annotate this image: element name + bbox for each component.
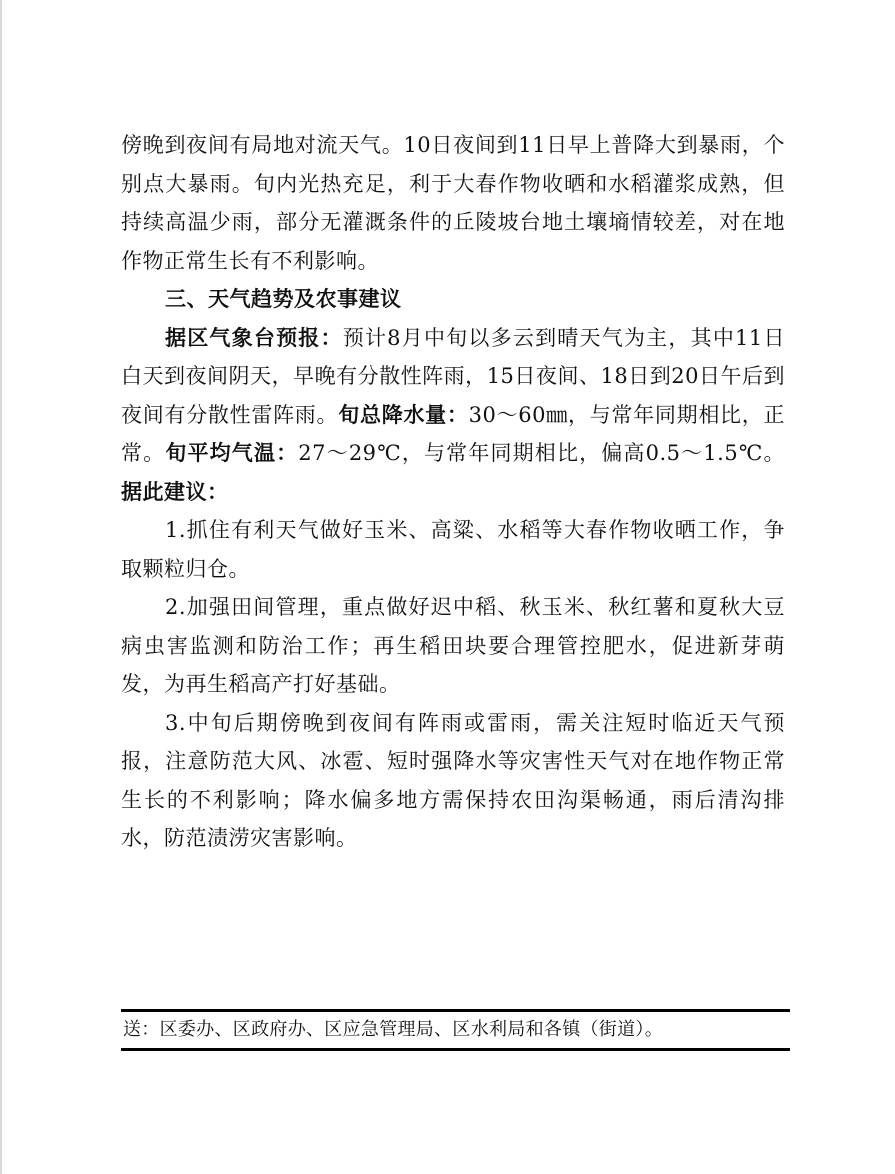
footer-top-rule (121, 1009, 790, 1012)
page-edge (0, 0, 2, 1174)
forecast-lead-label: 据区气象台预报： (165, 325, 343, 350)
intro-paragraph: 傍晚到夜间有局地对流天气。10日夜间到11日早上普降大到暴雨，个别点大暴雨。旬内光热充足，利于大春作物收晒和水稻灌浆成熟，但持续高温少雨，部分无灌溉条件的丘陵坡台地土壤墒情较差，对在地作物正常生长有不利影响。 (121, 133, 785, 273)
rainfall-label: 旬总降水量： (338, 402, 469, 427)
section-heading: 三、天气趋势及农事建议 (165, 287, 402, 311)
advice-label: 据此建议： (121, 479, 229, 504)
document-body (121, 126, 785, 858)
advice-item: 3.中旬后期傍晚到夜间有阵雨或雷雨，需关注短时临近天气预报，注意防范大风、冰雹、短时强降水等灾害性天气对在地作物正常生长的不利影响；降水偏多地方需保持农田沟渠畅通，雨后清沟排水，防范渍涝灾害影响。 (121, 710, 785, 850)
forecast-lead-text: 预计8月中旬以多云到晴天气为主，其中11日白天到夜间阴天，早晚有分散性阵雨，15日夜间、18日到20日午后到夜间有分散性雷阵雨。 (121, 325, 785, 427)
distribution-footer (121, 1009, 790, 1051)
forecast-paragraph (121, 319, 785, 512)
distribution-list: 送：区委办、区政府办、区应急管理局、区水利局和各镇（街道）。 (123, 1019, 663, 1040)
temperature-label: 旬平均气温： (165, 441, 299, 465)
rainfall-text: 30～60㎜，与常年同期相比，正常。 (121, 402, 786, 465)
temperature-text: 27～29℃，与常年同期相比，偏高0.5～1.5℃。 (298, 441, 786, 465)
advice-item: 2.加强田间管理，重点做好迟中稻、秋玉米、秋红薯和夏秋大豆病虫害监测和防治工作；再生稻田块要合理管控肥水，促进新芽萌发，为再生稻高产打好基础。 (121, 595, 785, 696)
footer-bottom-rule (121, 1048, 790, 1051)
advice-item: 1.抓住有利天气做好玉米、高粱、水稻等大春作物收晒工作，争取颗粒归仓。 (121, 518, 785, 581)
